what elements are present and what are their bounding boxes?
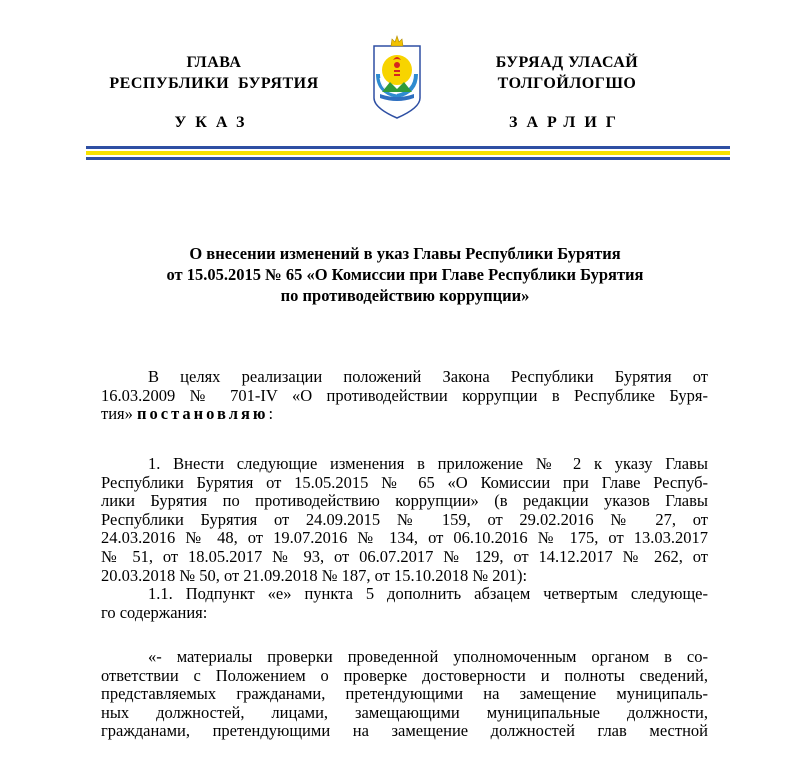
item-1-line: № 51, от 18.05.2017 № 93, от 06.07.2017 № 129, от 14.12.2017 № 262, от [101,546,708,566]
header-right-line2: ТОЛГОЙЛОГШО [497,75,637,92]
quote-paragraph [101,648,708,741]
item-1-line: Республики Бурятия от 15.05.2015 № 65 «О Комиссии при Главе Респуб- [101,472,708,492]
doc-type-left: УКАЗ [174,114,254,131]
header-stripe-yellow [86,151,730,155]
title-line-1: О внесении изменений в указ Главы Республики Бурятия [189,244,621,263]
item-1-line: 1. Внести следующие изменения в приложение № 2 к указу Главы [148,454,708,473]
coat-of-arms-icon [372,32,422,120]
preamble-line-3-prefix: тия» [101,404,133,424]
preamble-line-2: 16.03.2009 № 701-IV «О противодействии коррупции в Республике Буря- [101,385,708,405]
item-1-1-line: 1.1. Подпункт «е» пункта 5 дополнить абзацем четвертым следующе- [148,584,708,603]
header-stripe-blue-top [86,146,730,149]
header-right-title [437,52,697,94]
header-left-title [84,52,344,94]
quote-line: представляемых гражданами, претендующими на замещение муниципаль- [101,684,708,704]
quote-line: ных должностей, лицами, замещающими муниципальные должности, [101,702,708,722]
preamble-line-3 [101,405,708,424]
preamble-paragraph [101,368,708,424]
quote-line: «- материалы проверки проведенной уполномоченным органом в со- [148,647,708,666]
title-line-3: по противодействию коррупции» [280,286,530,305]
doc-type-right: ЗАРЛИГ [509,114,625,131]
header-stripe-blue-bottom [86,157,730,160]
preamble-line-1: В целях реализации положений Закона Республики Бурятия от [148,367,708,386]
item-1-line: Республики Бурятия от 24.09.2015 № 159, от 29.02.2016 № 27, от [101,509,708,529]
header-left-line1: ГЛАВА [186,54,242,71]
item-1-paragraph [101,455,708,585]
item-1-1-paragraph [101,585,708,622]
item-1-line: 20.03.2018 № 50, от 21.09.2018 № 187, от 15.10.2018 № 201): [101,565,528,585]
preamble-line-3-suffix: : [268,404,274,424]
quote-line: ответствии с Положением о проверке достоверности и полноты сведений, [101,665,708,685]
quote-line: гражданами, претендующими на замещение должностей глав местной [101,721,708,741]
title-line-2: от 15.05.2015 № 65 «О Комиссии при Главе Республики Бурятия [166,265,644,284]
header-left-line2: РЕСПУБЛИКИ БУРЯТИЯ [109,75,319,92]
postanovlyayu-word: постановляю [137,404,269,424]
item-1-line: 24.03.2016 № 48, от 19.07.2016 № 134, от 06.10.2016 № 175, от 13.03.2017 [101,528,708,548]
header-right-line1: БУРЯАД УЛАСАЙ [495,54,639,71]
document-title [100,243,710,306]
item-1-line: лики Бурятия по противодействию коррупции» (в редакции указов Главы [101,491,708,511]
item-1-1-line: го содержания: [101,602,208,622]
